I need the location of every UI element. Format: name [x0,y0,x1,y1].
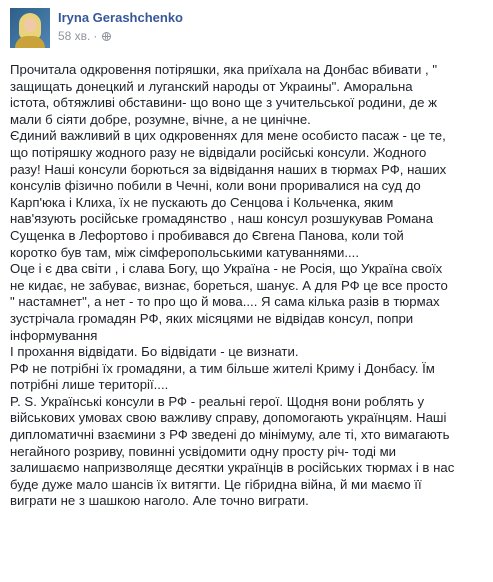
avatar-face [24,18,36,32]
post-text-line: разу! Наші консули борються за відвідання наших в тюрмах РФ, наших [10,161,447,177]
post-text-line: Карп'юка і Клиха, їх не пускають до Сенцова і Кольченка, яким [10,194,394,210]
post-text-line: буде дуже мало шансів їх витягти. Це гібридна війна, й ми маємо її [10,476,422,492]
post-text-line: Оце і є два світи , і слава Богу, що Україна - не Росія, що Україна своїх [10,261,443,277]
post-text-line: не кидає, не забуває, визнає, бореться, шанує. А для РФ це все просто [10,277,448,293]
avatar-shoulders [15,36,45,48]
post-text-line: защищать донецкий и луганский народы от Украины". Аморальна [10,78,413,94]
post-text-line: P. S. Українські консули в РФ - реальні герої. Щодня вони роблять у [10,393,425,409]
post-text-line: консулів фізично побили в Чечні, коли вони проривалися на суд до [10,178,421,194]
post-text-line: зустрічала громадян РФ, яких місяцями не відвідав консул, попри [10,310,414,326]
post-text-line: мали б сіяти добре, розумне, вічне, а не цинічне. [10,111,311,127]
post-text-line: негайного розриву, повинні усвідомити одну просту річ- тоді ми [10,443,397,459]
post-text-line: що потіряшку жодного разу не відвідали російські консули. Жодного [10,144,427,160]
post-text-line: Прочитала одкровення потіряшки, яка приїхала на Донбас вбивати , " [10,62,438,77]
post-text-line: військових умовах свою важливу справу, допомогають українцям. Наші [10,410,447,426]
post-text-line: виграти не з шашкою наголо. Але точно виграти. [10,493,309,509]
post-timestamp[interactable]: 58 хв. [58,29,91,43]
post-text-line: залишаємо напризволяще десятки українців в російських тюрмах і в нас [10,460,455,476]
avatar[interactable] [10,8,50,48]
author-name[interactable]: Iryna Gerashchenko [58,10,183,25]
post-text-line: І прохання відвідати. Бо відвідати - це визнати. [10,344,299,360]
meta-separator: · [93,29,98,43]
post-text-line: " настамнет", а нет - то про що й мова.... Я сама кілька разів в тюрмах [10,294,440,310]
post-text-line: нав'язують російське громадянство , наш консул розшукував Романа [10,211,434,227]
post-text-line: дипломатичні взаємини з РФ зведені до мінімуму, але ті, хто вимагають [10,427,450,443]
post-text-line: інформування [10,327,98,343]
post-text-line: Сущенка в Лефортово і пробивався до Євгена Панова, коли той [10,227,404,243]
post-body [10,62,490,510]
post-text-line: Єдиний важливий в цих одкровеннях для мене особисто пасаж - це те, [10,128,446,144]
post-meta [58,29,111,43]
globe-icon[interactable] [102,32,111,41]
post-text-line: істота, обтяжливі обставини- що воно ще з учительської родини, де ж [10,95,437,111]
post-text-line: потрібні лише території.... [10,377,169,393]
post-text-line: РФ не потрібні їх громадяни, а тим більше жителі Криму і Донбасу. Їм [10,360,435,376]
post-text-line: коротко був там, між сімферопольськими катуваннями.... [10,244,359,260]
